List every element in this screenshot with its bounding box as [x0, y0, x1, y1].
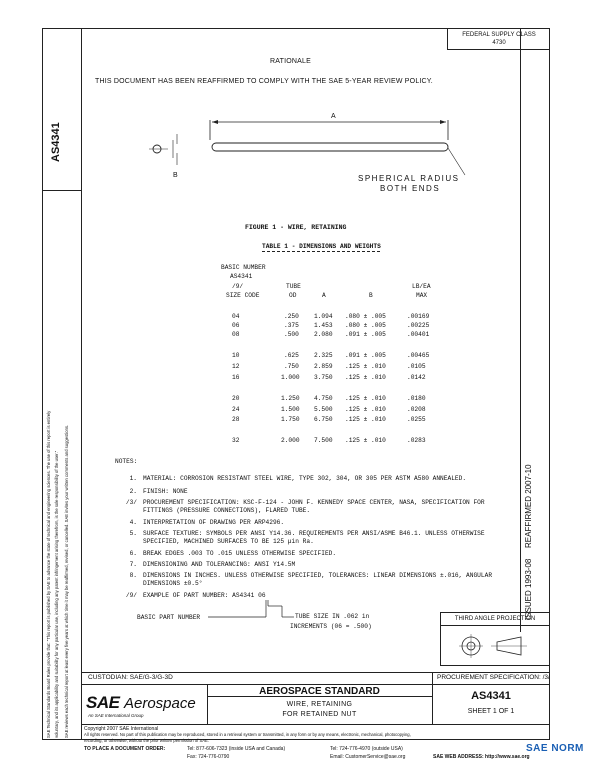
third-angle-symbol-icon — [441, 626, 549, 666]
note-text: EXAMPLE OF PART NUMBER: AS4341 06 — [143, 592, 266, 599]
sae-logo: SAE — [86, 693, 120, 712]
table-title-underline — [262, 251, 380, 252]
title-block-bottom-line — [82, 724, 550, 725]
part-number-leaders — [190, 598, 310, 626]
row-wt: .00225 — [407, 322, 430, 329]
row-wt: .0283 — [407, 437, 426, 444]
federal-supply-class-value: 4730 — [492, 40, 506, 46]
row-a: 1.453 — [314, 322, 333, 329]
note-number: /9/ — [125, 592, 137, 599]
basic-part-number-label: BASIC PART NUMBER — [137, 614, 201, 621]
row-od: .250 — [284, 313, 299, 320]
fax: Fax: 724-776-0790 — [187, 754, 230, 760]
row-b: .125 ± .010 — [345, 395, 386, 402]
header-b: B — [369, 292, 373, 299]
row-od: 1.250 — [281, 395, 300, 402]
row-a: 2.859 — [314, 363, 333, 370]
row-wt: .0105 — [407, 363, 426, 370]
header-size-2: SIZE CODE — [226, 292, 260, 299]
doc-title-2: FOR RETAINED NUT — [282, 711, 357, 718]
row-size: 28 — [232, 416, 240, 423]
row-b: .080 ± .005 — [345, 322, 386, 329]
title-block-top-line — [82, 672, 550, 673]
third-angle-box — [440, 612, 550, 666]
row-od: 1.000 — [281, 374, 300, 381]
table-title: TABLE 1 - DIMENSIONS AND WEIGHTS — [262, 243, 381, 250]
row-a: 3.750 — [314, 374, 333, 381]
note-text: SURFACE TEXTURE: SYMBOLS PER ANSI Y14.36. REQUIREMENTS PER ANSI/ASME B46.1. UNLESS OTHERWISE SPECIFIED, MACHINED SURFACES TO BE 125 µin Ra. — [143, 530, 485, 546]
row-od: .375 — [284, 322, 299, 329]
note-number: /3/ — [125, 499, 137, 506]
tel-1: Tel: 877-606-7323 (inside USA and Canada) — [187, 746, 286, 752]
row-size: 16 — [232, 374, 240, 381]
note-text: DIMENSIONS IN INCHES. UNLESS OTHERWISE SPECIFIED, TOLERANCES: LINEAR DIMENSIONS ±.016, ANGULAR DIMENSIONS ±0.5° — [143, 572, 493, 588]
rationale-title: RATIONALE — [270, 58, 311, 65]
row-a: 2.080 — [314, 331, 333, 338]
note-text: FINISH: NONE — [143, 488, 188, 495]
row-size: 06 — [232, 322, 240, 329]
dim-b-label: B — [173, 172, 178, 179]
row-b: .125 ± .010 — [345, 374, 386, 381]
tube-size-label-1: TUBE SIZE IN .062 in — [295, 613, 370, 620]
row-b: .091 ± .005 — [345, 352, 386, 359]
row-b: .125 ± .010 — [345, 437, 386, 444]
note-number: 8. — [129, 572, 137, 579]
side-disclaimer-1: SAE Technical Standards Board Rules provide that: "This report is published by SAE to advance the state of technical and engineering sciences. The use of this report is entirely — [46, 410, 51, 738]
aerospace-logo: Aerospace — [124, 695, 196, 712]
issued-date: ISSUED 1993-08 — [524, 558, 533, 620]
note-text: DIMENSIONING AND TOLERANCING: ANSI Y14.5M — [143, 561, 296, 568]
sheet-number: SHEET 1 OF 1 — [467, 708, 515, 715]
tel-2: Tel: 724-776-4970 (outside USA) — [330, 746, 403, 752]
row-wt: .0208 — [407, 406, 426, 413]
rights-1: All rights reserved. No part of this publication may be reproduced, stored in a retrieval system or transmitted, in any form or by any means, electronic, mechanical, photocopying, — [84, 732, 411, 737]
row-b: .125 ± .010 — [345, 406, 386, 413]
reaffirmed-date: REAFFIRMED 2007-10 — [524, 464, 533, 548]
radius-label-2: BOTH ENDS — [380, 184, 441, 193]
web-address: SAE WEB ADDRESS: http://www.sae.org — [433, 754, 530, 760]
row-wt: .0255 — [407, 416, 426, 423]
side-doc-number: AS4341 — [50, 122, 62, 162]
standard-title: AEROSPACE STANDARD — [259, 686, 380, 697]
note-number: 4. — [129, 519, 137, 526]
note-text: PROCUREMENT SPECIFICATION: KSC-F-124 - JOHN F. KENNEDY SPACE CENTER, NASA, SPECIFICATION FOR FITTINGS (PRESSURE CONNECTIONS), FLARED TUBE. — [143, 499, 485, 515]
row-a: 7.500 — [314, 437, 333, 444]
third-angle-label: THIRD ANGLE PROJECTION — [441, 613, 549, 626]
row-od: 1.500 — [281, 406, 300, 413]
note-number: 6. — [129, 550, 137, 557]
doc-title-1: WIRE, RETAINING — [286, 701, 353, 708]
federal-supply-class-label: FEDERAL SUPPLY CLASS — [462, 32, 536, 38]
row-wt: .00401 — [407, 331, 430, 338]
row-b: .125 ± .010 — [345, 363, 386, 370]
row-size: 04 — [232, 313, 240, 320]
email: Email: CustomerService@sae.org — [330, 754, 406, 760]
row-wt: .00465 — [407, 352, 430, 359]
notes-heading: NOTES: — [115, 458, 138, 465]
custodian: CUSTODIAN: SAE/G-3/G-3D — [88, 674, 173, 681]
tube-size-label-2: INCREMENTS (06 = .500) — [290, 623, 372, 630]
header-a: A — [322, 292, 326, 299]
note-number: 2. — [129, 488, 137, 495]
rights-2: recording, or otherwise, without the prior written permission of SAE. — [84, 738, 209, 743]
note-number: 5. — [129, 530, 137, 537]
row-size: 20 — [232, 395, 240, 402]
dim-a-label: A — [331, 113, 336, 120]
watermark: SAE NORM — [526, 743, 584, 754]
row-a: 5.500 — [314, 406, 333, 413]
title-block-doc-number: AS4341 — [471, 690, 511, 702]
side-disclaimer-2: voluntary, and its applicability and suitability for any particular use, including any patent infringement arising therefrom, is the sole responsibility of the user." — [54, 450, 59, 738]
row-a: 4.750 — [314, 395, 333, 402]
row-size: 08 — [232, 331, 240, 338]
row-size: 10 — [232, 352, 240, 359]
note-number: 1. — [129, 475, 137, 482]
procurement-spec: PROCUREMENT SPECIFICATION: /3/ — [437, 674, 550, 681]
row-b: .080 ± .005 — [345, 313, 386, 320]
logo-tagline: An SAE International Group — [88, 713, 144, 718]
header-basic-number-1: BASIC NUMBER — [221, 264, 266, 271]
title-block-line-2 — [82, 684, 550, 685]
note-text: BREAK EDGES .003 TO .015 UNLESS OTHERWISE SPECIFIED. — [143, 550, 337, 557]
note-text: INTERPRETATION OF DRAWING PER ARP4296. — [143, 519, 285, 526]
row-a: 1.094 — [314, 313, 333, 320]
row-b: .091 ± .005 — [345, 331, 386, 338]
header-size-1: /9/ — [232, 283, 244, 290]
row-wt: .00169 — [407, 313, 430, 320]
copyright: Copyright 2007 SAE International — [84, 726, 159, 732]
row-a: 6.750 — [314, 416, 333, 423]
figure-caption: FIGURE 1 - WIRE, RETAINING — [245, 224, 347, 231]
row-od: .625 — [284, 352, 299, 359]
row-wt: .0142 — [407, 374, 426, 381]
side-disclaimer-3: SAE reviews each technical report at least every five years at which time it may be reaffirmed, revised, or cancelled. SAE invites your written comments and suggestions. — [64, 424, 69, 738]
row-od: .750 — [284, 363, 299, 370]
row-b: .125 ± .010 — [345, 416, 386, 423]
row-wt: .0180 — [407, 395, 426, 402]
row-a: 2.325 — [314, 352, 333, 359]
note-text: MATERIAL: CORROSION RESISTANT STEEL WIRE, TYPE 302, 304, OR 305 PER ASTM A580 ANNEALED. — [143, 475, 467, 482]
row-size: 32 — [232, 437, 240, 444]
row-size: 12 — [232, 363, 240, 370]
row-od: .500 — [284, 331, 299, 338]
header-wt-2: MAX — [416, 292, 428, 299]
row-od: 1.750 — [281, 416, 300, 423]
header-basic-number-2: AS4341 — [230, 273, 253, 280]
rationale-text: THIS DOCUMENT HAS BEEN REAFFIRMED TO COMPLY WITH THE SAE 5-YEAR REVIEW POLICY. — [95, 78, 433, 85]
row-od: 2.000 — [281, 437, 300, 444]
order-label: TO PLACE A DOCUMENT ORDER: — [84, 746, 166, 752]
row-size: 24 — [232, 406, 240, 413]
header-wt-1: LB/EA — [412, 283, 431, 290]
note-number: 7. — [129, 561, 137, 568]
header-tube-1: TUBE — [286, 283, 301, 290]
header-tube-2: OD — [289, 292, 297, 299]
radius-label-1: SPHERICAL RADIUS — [358, 174, 460, 183]
